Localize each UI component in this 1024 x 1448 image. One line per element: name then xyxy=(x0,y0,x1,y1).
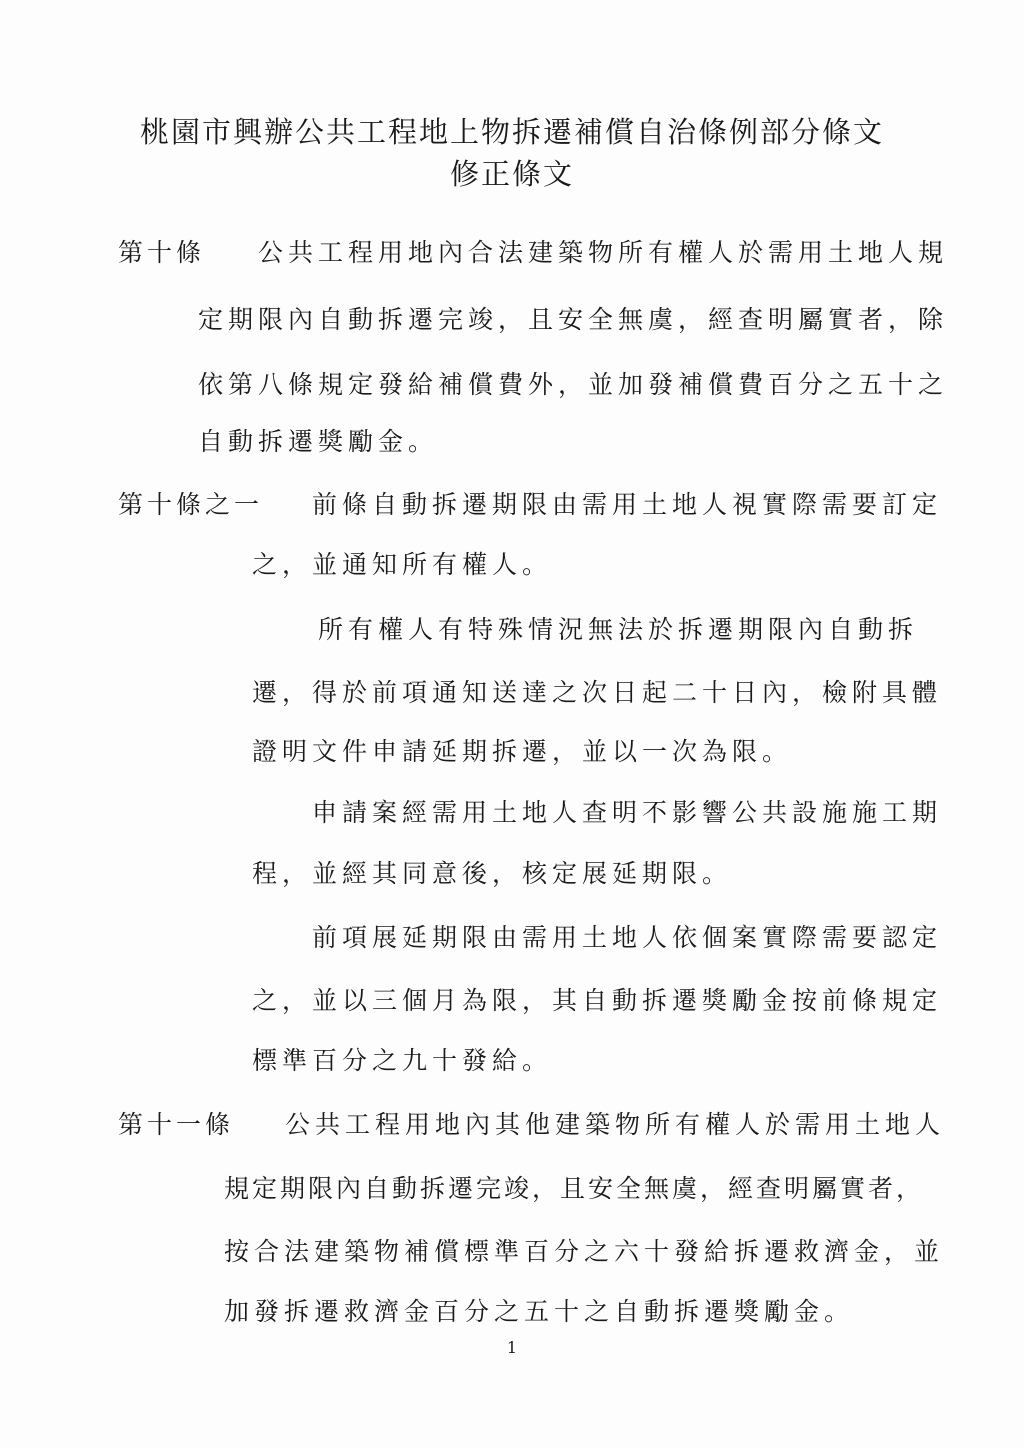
article-10-label: 第十條 xyxy=(118,238,206,267)
article-10-1-line-3: 所有權人有特殊情況無法於拆遷期限內自動拆 xyxy=(318,615,919,644)
article-11-line-1: 公共工程用地內其他建築物所有權人於需用土地人 xyxy=(285,1110,946,1139)
article-11-line-3: 按合法建築物補償標準百分之六十發給拆遷救濟金，並 xyxy=(224,1237,945,1266)
document-title-line2: 修正條文 xyxy=(449,157,574,191)
article-11-line-2: 規定期限內自動拆遷完竣，且安全無虞，經查明屬實者， xyxy=(224,1174,925,1203)
article-11-label: 第十一條 xyxy=(118,1110,235,1139)
article-10-1-line-4: 遷，得於前項通知送達之次日起二十日內，檢附具體 xyxy=(252,678,943,707)
article-10-line-2: 定期限內自動拆遷完竣，且安全無虞，經查明屬實者，除 xyxy=(198,305,949,334)
article-10-1-line-10: 標準百分之九十發給。 xyxy=(252,1046,553,1075)
article-10-1-line-5: 證明文件申請延期拆遷，並以一次為限。 xyxy=(252,737,793,766)
article-10-line-4: 自動拆遷獎勵金。 xyxy=(198,427,439,456)
article-10-line-3: 依第八條規定發給補償費外，並加發補償費百分之五十之 xyxy=(198,370,949,399)
article-10-1-line-8: 前項展延期限由需用土地人依個案實際需要認定 xyxy=(312,923,943,952)
article-10-1-line-6: 申請案經需用土地人查明不影響公共設施施工期 xyxy=(312,798,943,827)
article-10-line-1: 公共工程用地內合法建築物所有權人於需用土地人規 xyxy=(258,238,949,267)
page-number: 1 xyxy=(506,1338,518,1357)
document-title-line1: 桃園市興辦公共工程地上物拆遷補償自治條例部分條文 xyxy=(139,115,884,149)
article-10-1-line-1: 前條自動拆遷期限由需用土地人視實際需要訂定 xyxy=(312,490,943,519)
article-10-1-line-7: 程，並經其同意後，核定展延期限。 xyxy=(252,859,733,888)
article-10-1-label: 第十條之一 xyxy=(118,490,264,519)
article-10-1-line-9: 之，並以三個月為限，其自動拆遷獎勵金按前條規定 xyxy=(252,986,943,1015)
article-11-line-4: 加發拆遷救濟金百分之五十之自動拆遷獎勵金。 xyxy=(224,1297,855,1326)
article-10-1-line-2: 之，並通知所有權人。 xyxy=(252,550,553,579)
